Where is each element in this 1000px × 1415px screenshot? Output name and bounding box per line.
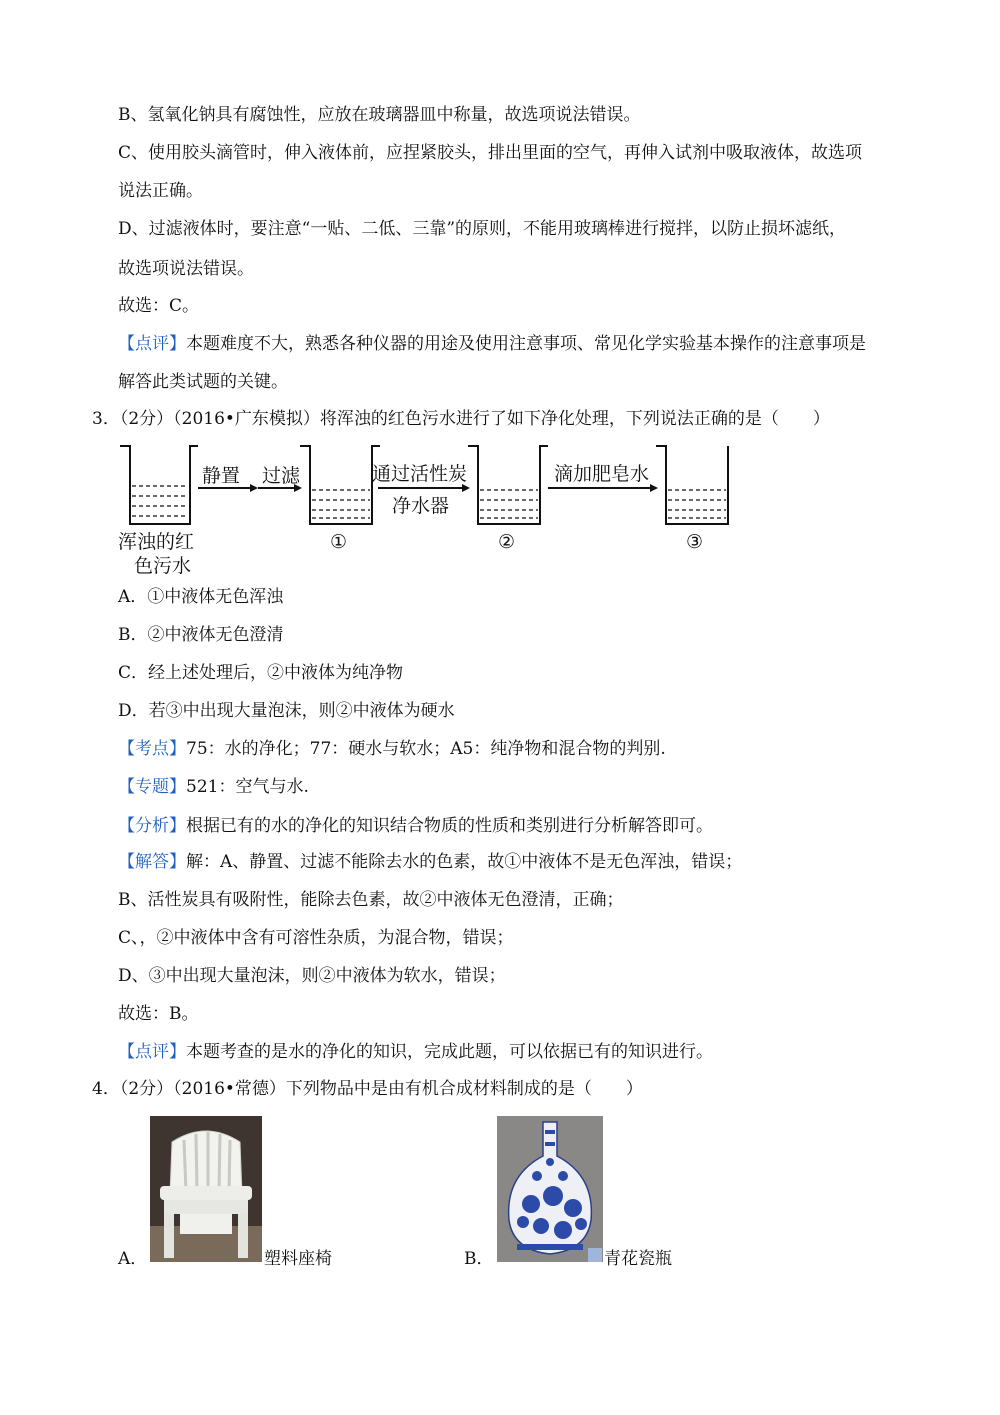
review-line bbox=[118, 332, 866, 356]
label-beaker-3: ③ bbox=[686, 531, 704, 553]
option-d: D．若③中出现大量泡沫，则②中液体为硬水 bbox=[118, 701, 455, 721]
jieda-text: 解：A、静置、过滤不能除去水的色素，故①中液体不是无色浑浊，错误； bbox=[186, 852, 743, 872]
jieda-line bbox=[118, 850, 742, 874]
option-a-label: 塑料座椅 bbox=[264, 1249, 332, 1269]
review-tag: 【点评】 bbox=[118, 334, 186, 354]
text-line: C、使用胶头滴管时，伸入液体前，应捏紧胶头，排出里面的空气，再伸入试剂中吸取液体，故选项 bbox=[118, 143, 863, 163]
plastic-chair-image bbox=[150, 1116, 262, 1262]
beaker-3 bbox=[656, 446, 728, 524]
label-step-1b: 过滤 bbox=[262, 465, 301, 487]
review-text: 本题难度不大，熟悉各种仪器的用途及使用注意事项、常见化学实验基本操作的注意事项是 bbox=[186, 334, 866, 354]
label-start-1: 浑浊的红 bbox=[118, 531, 195, 553]
text-line: 故选项说法错误。 bbox=[118, 259, 254, 279]
option-a: A．①中液体无色浑浊 bbox=[118, 587, 284, 607]
beaker-start bbox=[120, 446, 198, 524]
zhuanti-line bbox=[118, 775, 309, 799]
label-step-1a: 静置 bbox=[202, 465, 241, 487]
porcelain-vase-image bbox=[497, 1116, 603, 1262]
dianping-line bbox=[118, 1040, 713, 1064]
purification-diagram bbox=[110, 440, 730, 580]
beaker-1 bbox=[300, 446, 380, 524]
option-c: C．经上述处理后，②中液体为纯净物 bbox=[118, 663, 404, 683]
vase-thumbnail-icon bbox=[588, 1248, 602, 1262]
fenxi-line bbox=[118, 814, 713, 838]
dianping-text: 本题考查的是水的净化的知识，完成此题，可以依据已有的知识进行。 bbox=[186, 1042, 713, 1062]
beaker-2 bbox=[468, 446, 548, 524]
review-line-cont: 解答此类试题的关键。 bbox=[118, 372, 288, 392]
label-start-2: 色污水 bbox=[134, 555, 192, 577]
option-a-letter: A． bbox=[118, 1249, 148, 1269]
text-line: D、过滤液体时，要注意“一贴、二低、三靠”的原则，不能用玻璃棒进行搅拌，以防止损坏滤纸， bbox=[118, 219, 847, 239]
text-line: 故选：C。 bbox=[118, 296, 200, 316]
label-step-3: 滴加肥皂水 bbox=[554, 463, 650, 485]
option-b: B．②中液体无色澄清 bbox=[118, 625, 284, 645]
zhuanti-tag: 【专题】 bbox=[118, 777, 186, 797]
kaodian-tag: 【考点】 bbox=[118, 739, 186, 759]
jieda-line: B、活性炭具有吸附性，能除去色素，故②中液体无色澄清，正确； bbox=[118, 890, 624, 910]
fenxi-tag: 【分析】 bbox=[118, 816, 186, 836]
question-4-stem: 4．（2分）（2016•常德）下列物品中是由有机合成材料制成的是（ ） bbox=[92, 1079, 643, 1099]
text-line: 说法正确。 bbox=[118, 181, 203, 201]
text-line: B、氢氧化钠具有腐蚀性，应放在玻璃器皿中称量，故选项说法错误。 bbox=[118, 105, 641, 125]
question-3-stem: 3．（2分）（2016•广东模拟）将浑浊的红色污水进行了如下净化处理，下列说法正确的是（ ） bbox=[92, 409, 830, 429]
zhuanti-text: 521：空气与水. bbox=[186, 777, 309, 797]
option-b-label: 青花瓷瓶 bbox=[604, 1249, 672, 1269]
jieda-line: C、，②中液体中含有可溶性杂质，为混合物，错误； bbox=[118, 928, 514, 948]
option-b-letter: B． bbox=[464, 1249, 494, 1269]
jieda-line: D、③中出现大量泡沫，则②中液体为软水，错误； bbox=[118, 966, 506, 986]
jieda-line: 故选：B。 bbox=[118, 1004, 199, 1024]
jieda-tag: 【解答】 bbox=[118, 852, 186, 872]
label-step-2a: 通过活性炭 bbox=[372, 463, 468, 485]
fenxi-text: 根据已有的水的净化的知识结合物质的性质和类别进行分析解答即可。 bbox=[186, 816, 713, 836]
kaodian-text: 75：水的净化；77：硬水与软水；A5：纯净物和混合物的判别. bbox=[186, 739, 666, 759]
dianping-tag: 【点评】 bbox=[118, 1042, 186, 1062]
kaodian-line bbox=[118, 737, 666, 761]
label-beaker-2: ② bbox=[498, 531, 516, 553]
label-step-2b: 净水器 bbox=[392, 495, 450, 517]
label-beaker-1: ① bbox=[330, 531, 348, 553]
